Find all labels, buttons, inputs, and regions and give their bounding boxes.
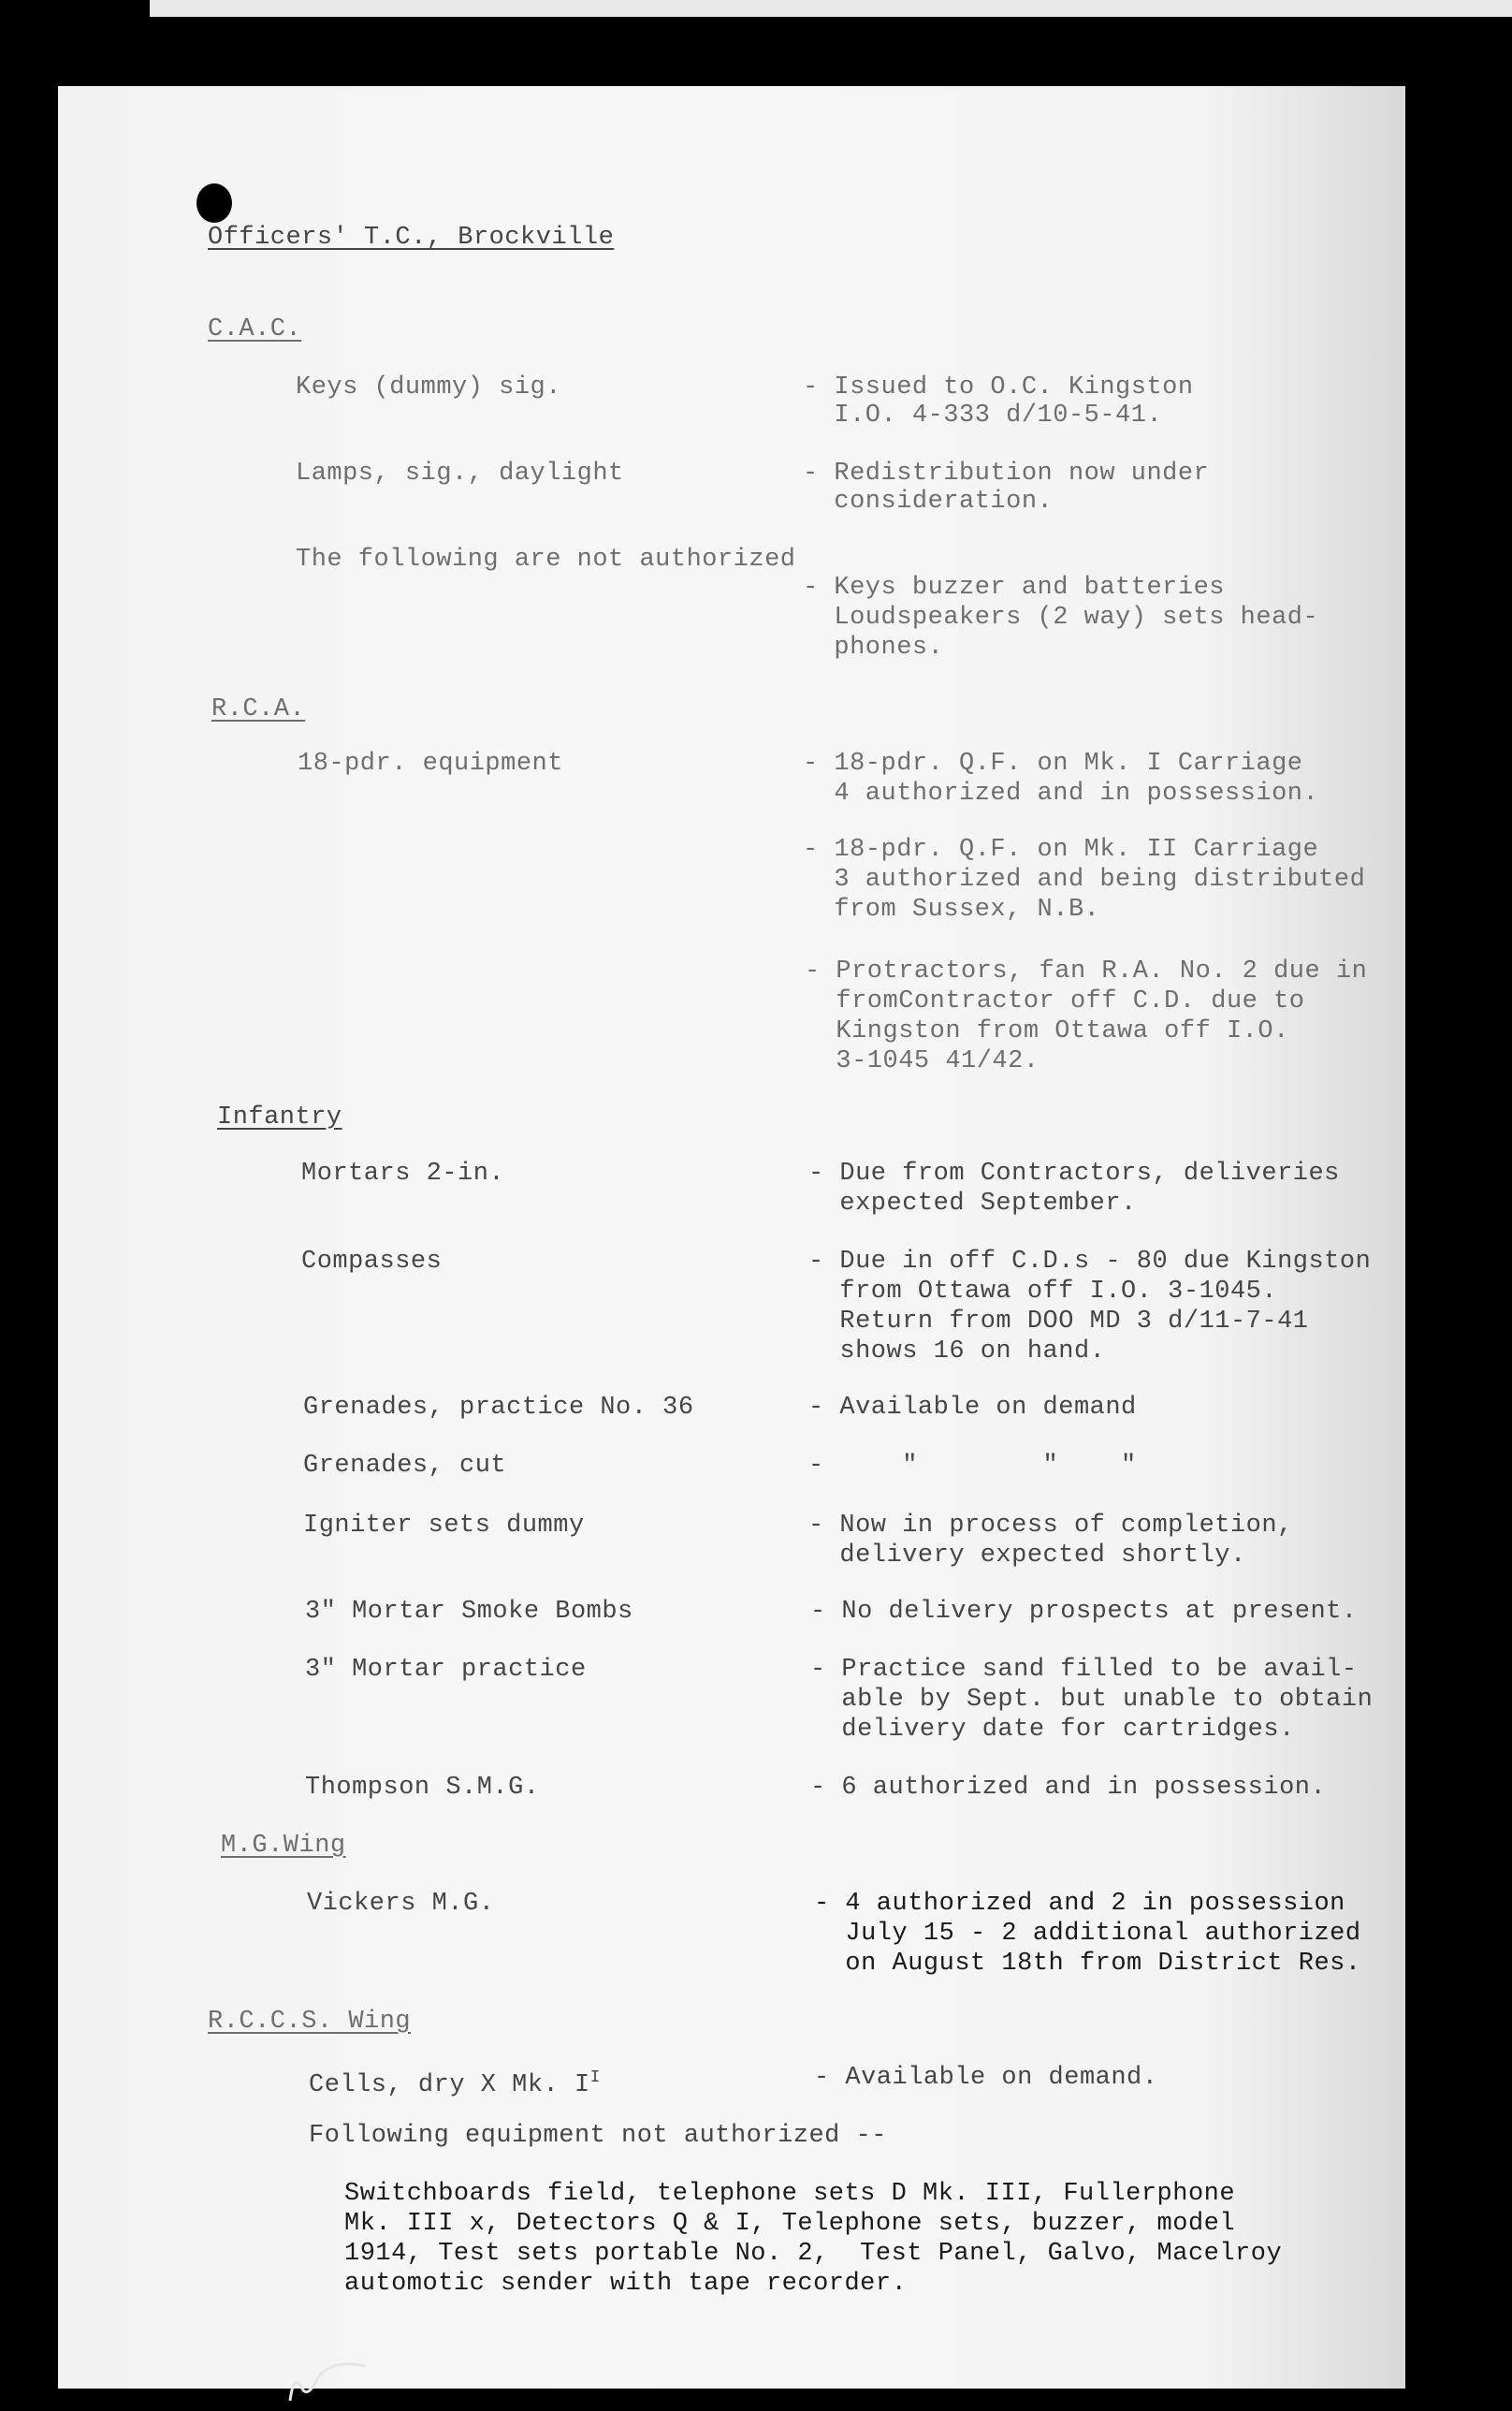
status-line: 3 authorized and being distributed [803,866,1366,894]
status-line: fromContractor off C.D. due to [805,987,1305,1016]
status-line: I.O. 4-333 d/10-5-41. [803,402,1163,430]
status-line: from Sussex, N.B. [803,896,1100,924]
status-line: - Due from Contractors, deliveries [808,1160,1340,1188]
item-label: Cells, dry X Mk. $I^I$ [309,2068,601,2099]
item-label: Keys (dummy) sig. [296,373,561,402]
status-line: - Now in process of completion, [808,1512,1293,1540]
status-line: - Issued to O.C. Kingston [803,373,1194,402]
section-note: Following equipment not authorized -- [309,2122,887,2150]
item-label: Thompson S.M.G. [305,1774,540,1802]
status-line: - 18-pdr. Q.F. on Mk. I Carriage [803,750,1303,778]
section-title-infantry: Infantry [217,1103,342,1132]
status-line: Kingston from Ottawa off I.O. [805,1017,1289,1045]
status-line: - Available on demand [808,1394,1137,1422]
section-title-rccs-wing: R.C.C.S. Wing [208,2008,412,2036]
superscript: I [589,2068,601,2087]
note-line: 1914, Test sets portable No. 2, Test Panel, Galvo, Macelroy [344,2240,1283,2268]
film-edge-strip [150,0,1512,17]
item-label: Compasses [301,1248,443,1276]
status-line: - Redistribution now under [803,460,1210,488]
item-label: 3" Mortar Smoke Bombs [305,1598,633,1626]
status-line: consideration. [803,488,1054,516]
status-line: from Ottawa off I.O. 3-1045. [808,1278,1278,1306]
item-label: Grenades, practice No. 36 [303,1394,694,1422]
status-line: able by Sept. but unable to obtain [810,1686,1374,1714]
note-line: Mk. III x, Detectors Q & I, Telephone sets, buzzer, model [344,2210,1236,2238]
status-line: - 4 authorized and 2 in possession [814,1890,1345,1918]
status-line: 4 authorized and in possession. [803,780,1319,808]
status-line: - Available on demand. [814,2064,1158,2092]
status-line: delivery date for cartridges. [810,1716,1295,1744]
item-label: Igniter sets dummy [303,1512,585,1540]
status-line: 3-1045 41/42. [805,1047,1040,1075]
status-line: shows 16 on hand. [808,1337,1106,1366]
item-label: Mortars 2-in. [301,1160,505,1188]
status-line: - 6 authorized and in possession. [810,1774,1327,1802]
note-line: Loudspeakers (2 way) sets head- [803,604,1319,632]
item-label: 18-pdr. equipment [298,750,563,778]
section-title-mg-wing: M.G.Wing [221,1832,346,1860]
status-line: July 15 - 2 additional authorized [814,1920,1361,1948]
item-label: 3" Mortar practice [305,1656,587,1684]
document-heading: Officers' T.C., Brockville [208,224,615,252]
note-line: Switchboards field, telephone sets D Mk. III, Fullerphone [344,2180,1236,2208]
status-line: expected September. [808,1190,1137,1218]
item-label: Lamps, sig., daylight [296,460,624,488]
item-label: Vickers M.G. [307,1890,495,1918]
note-line: - Keys buzzer and batteries [803,574,1225,602]
status-line: delivery expected shortly. [808,1542,1246,1570]
status-line: - No delivery prospects at present. [810,1598,1358,1626]
status-line: - 18-pdr. Q.F. on Mk. II Carriage [803,836,1319,864]
punch-hole [196,183,232,223]
section-title-rca: R.C.A. [211,695,306,723]
status-line: - " " " [808,1452,1137,1480]
section-title-cac: C.A.C. [208,315,302,343]
note-line: automotic sender with tape recorder. [344,2270,908,2298]
note-line: phones. [803,634,944,662]
section-note: The following are not authorized [296,546,796,574]
item-label: Grenades, cut [303,1452,507,1480]
status-line: on August 18th from District Res. [814,1950,1361,1978]
status-line: Return from DOO MD 3 d/11-7-41 [808,1308,1309,1336]
status-line: - Protractors, fan R.A. No. 2 due in [805,957,1368,986]
status-line: - Due in off C.D.s - 80 due Kingston [808,1248,1372,1276]
document-page [58,86,1405,2389]
pen-mark [281,2349,393,2405]
status-line: - Practice sand filled to be avail- [810,1656,1358,1684]
